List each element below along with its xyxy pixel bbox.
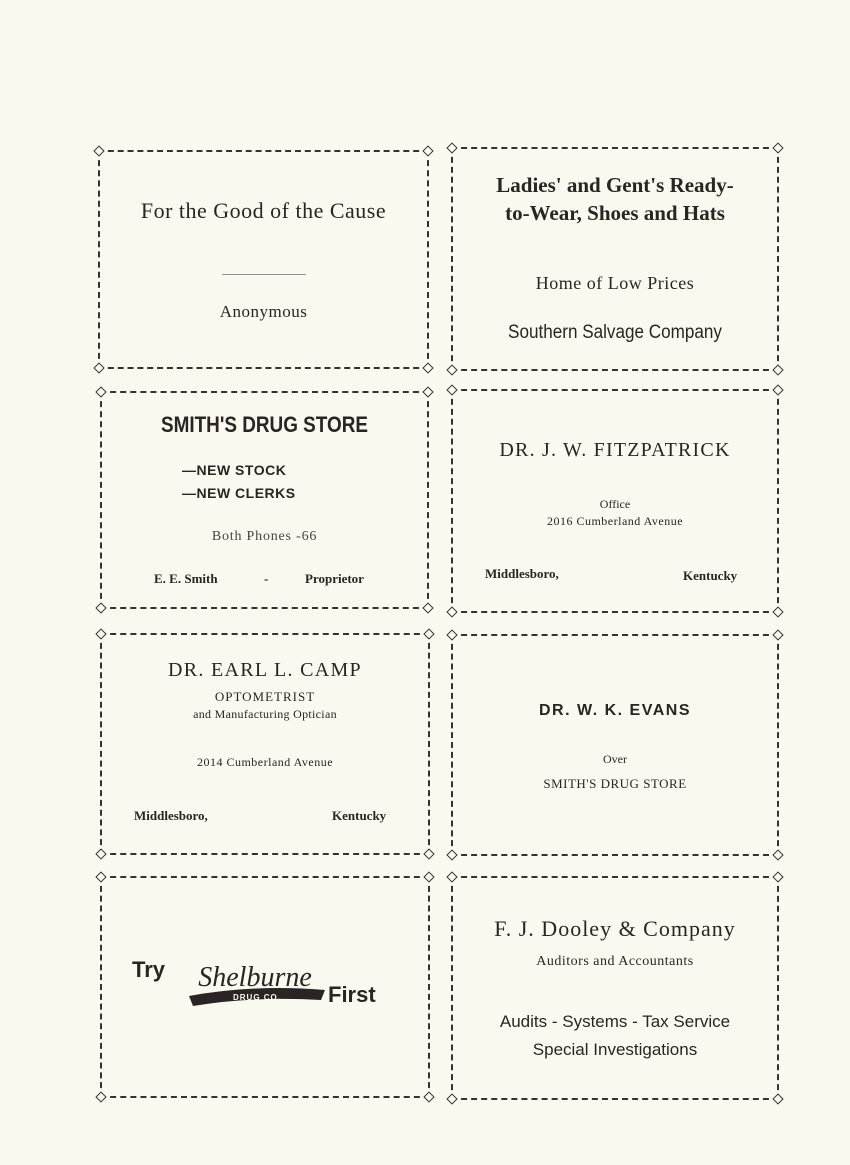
ad-office-label: Office: [599, 497, 631, 511]
corner-ornament: [423, 871, 434, 882]
ad-over-label: Over: [603, 752, 627, 766]
ad-proprietor-role: Proprietor: [305, 571, 364, 586]
corner-ornament: [446, 629, 457, 640]
ad-dr-fitzpatrick: [451, 389, 779, 613]
ad-try-text: Try: [132, 957, 166, 982]
ad-first-text: First: [328, 982, 376, 1007]
divider: [222, 274, 306, 275]
corner-ornament: [772, 1093, 783, 1104]
ad-dooley-company: [451, 876, 779, 1100]
ad-subtitle: and Manufacturing Optician: [193, 707, 337, 721]
ad-address: 2014 Cumberland Avenue: [196, 755, 334, 769]
ad-good-of-the-cause: [98, 150, 429, 369]
corner-ornament: [772, 364, 783, 375]
corner-ornament: [446, 871, 457, 882]
corner-ornament: [772, 142, 783, 153]
ad-state: Kentucky: [332, 808, 387, 823]
ad-title: OPTOMETRIST: [214, 689, 316, 704]
corner-ornament: [422, 386, 433, 397]
ad-heading: SMITH'S DRUG STORE: [160, 412, 369, 437]
ad-subtitle: Auditors and Accountants: [536, 954, 694, 969]
corner-ornament: [446, 606, 457, 617]
ad-phones: Both Phones -66: [211, 529, 318, 544]
corner-ornament: [446, 849, 457, 860]
corner-ornament: [93, 362, 104, 373]
corner-ornament: [95, 386, 106, 397]
corner-ornament: [446, 142, 457, 153]
corner-ornament: [772, 849, 783, 860]
corner-ornament: [423, 628, 434, 639]
corner-ornament: [422, 362, 433, 373]
ad-separator: -: [264, 571, 269, 586]
corner-ornament: [95, 871, 106, 882]
ad-southern-salvage: [451, 147, 779, 371]
corner-ornament: [772, 629, 783, 640]
corner-ornament: [422, 145, 433, 156]
ad-dr-earl-camp: [100, 633, 430, 855]
ad-line-new-clerks: —NEW CLERKS: [182, 485, 296, 501]
ad-signature: Anonymous: [219, 302, 308, 321]
svg-text:DRUG CO.: DRUG CO.: [233, 993, 281, 1002]
ad-city: Middlesboro,: [485, 566, 559, 581]
corner-ornament: [95, 628, 106, 639]
ad-heading: Ladies' and Gent's Ready-to-Wear, Shoes and Hats: [496, 173, 734, 225]
corner-ornament: [423, 848, 434, 859]
ad-heading: DR. EARL L. CAMP: [168, 659, 362, 681]
corner-ornament: [95, 602, 106, 613]
corner-ornament: [446, 364, 457, 375]
ad-services: Audits - Systems - Tax Service: [499, 1012, 731, 1031]
ad-dr-evans: [451, 634, 779, 856]
corner-ornament: [93, 145, 104, 156]
ad-location: SMITH'S DRUG STORE: [543, 776, 687, 791]
corner-ornament: [95, 1091, 106, 1102]
ad-address: 2016 Cumberland Avenue: [546, 514, 684, 528]
ad-heading: DR. W. K. EVANS: [539, 702, 691, 719]
ad-company-name: Southern Salvage Company: [508, 322, 722, 343]
ad-heading: DR. J. W. FITZPATRICK: [499, 439, 731, 461]
ad-line-new-stock: —NEW STOCK: [182, 462, 287, 478]
corner-ornament: [446, 1093, 457, 1104]
corner-ornament: [772, 606, 783, 617]
corner-ornament: [423, 1091, 434, 1102]
corner-ornament: [772, 871, 783, 882]
corner-ornament: [446, 384, 457, 395]
ad-special: Special Investigations: [532, 1040, 698, 1059]
ad-proprietor-name: E. E. Smith: [154, 571, 218, 586]
ad-heading: F. J. Dooley & Company: [494, 916, 736, 941]
ad-state: Kentucky: [683, 568, 738, 583]
ad-city: Middlesboro,: [134, 808, 208, 823]
corner-ornament: [95, 848, 106, 859]
corner-ornament: [422, 602, 433, 613]
ad-shelburne-drug: [100, 876, 430, 1098]
ad-smiths-drug-store: [100, 391, 429, 609]
corner-ornament: [772, 384, 783, 395]
svg-text:Shelburne: Shelburne: [198, 962, 312, 993]
ad-heading: For the Good of the Cause: [140, 198, 387, 223]
shelburne-drug-logo: [185, 950, 327, 1012]
ad-tagline: Home of Low Prices: [535, 273, 695, 293]
